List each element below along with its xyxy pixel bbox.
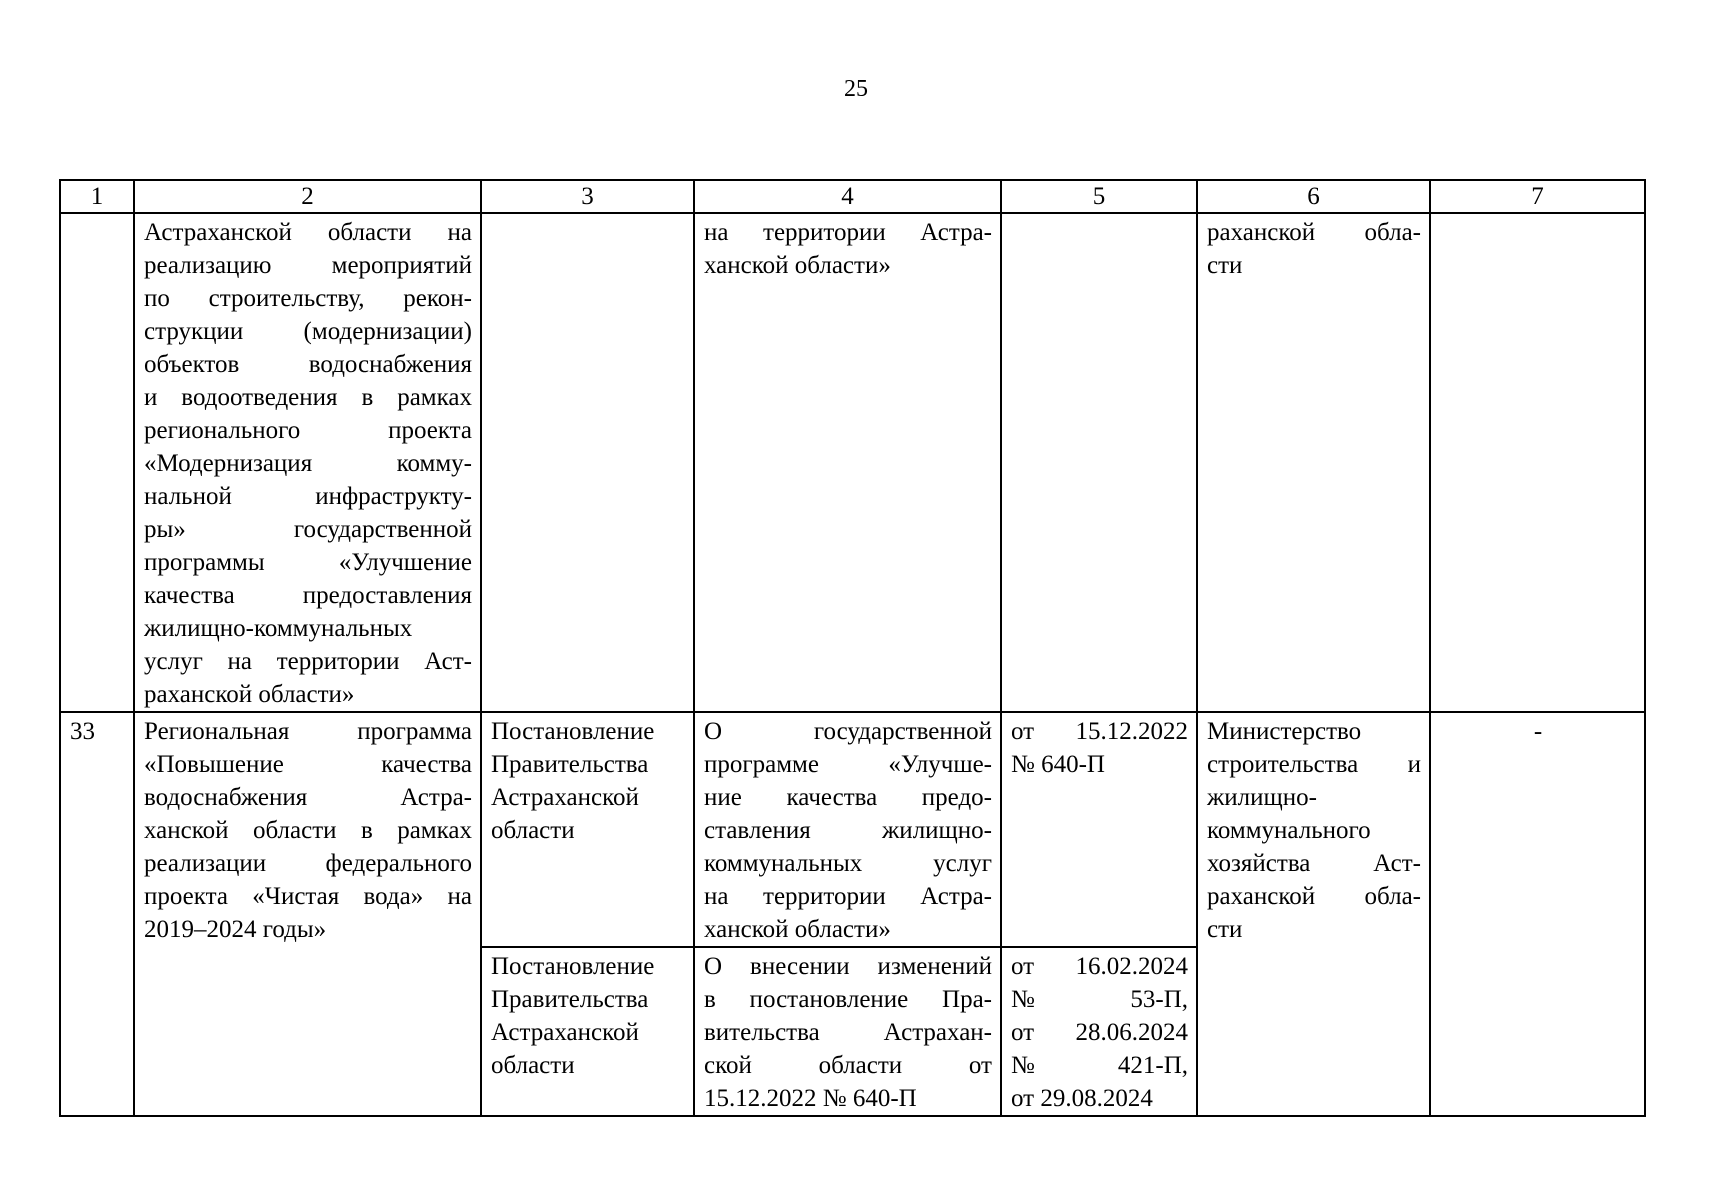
text-line: Астраханской — [491, 1019, 639, 1046]
text-line: 15.12.2022 № 640-П — [704, 1085, 917, 1112]
table-row-continued — [60, 213, 1645, 712]
text-line: жилищно-коммунальных — [144, 615, 413, 642]
text-line: Постановление — [491, 953, 655, 980]
cell-responsible — [1197, 712, 1430, 1116]
text-line: «Повышение качества — [144, 751, 472, 778]
text-line: Постановление — [491, 718, 655, 745]
text-line: О внесении изменений — [704, 953, 992, 980]
text-line: регионального проекта — [144, 417, 472, 444]
text-line: области — [491, 817, 575, 844]
cell-date — [1001, 712, 1197, 947]
text-line: услуг на территории Аст- — [144, 648, 472, 675]
text-line: качества предоставления — [144, 582, 472, 609]
text-line: ние качества предо- — [704, 784, 992, 811]
header-cell: 1 — [60, 180, 134, 213]
cell-doc-title — [694, 213, 1001, 712]
header-cell: 2 — [134, 180, 481, 213]
header-cell: 4 — [694, 180, 1001, 213]
header-cell: 5 — [1001, 180, 1197, 213]
cell-doc-type — [481, 213, 694, 712]
cell-doc-title — [694, 947, 1001, 1116]
text-line: на территории Астра- — [704, 883, 992, 910]
text-line: ставления жилищно- — [704, 817, 992, 844]
text-line: и водоотведения в рамках — [144, 384, 472, 411]
text-line: ской области от — [704, 1052, 992, 1079]
text-line: вительства Астрахан- — [704, 1019, 992, 1046]
text-line: № 640-П — [1011, 751, 1105, 778]
text-line: № 53-П, — [1011, 986, 1188, 1013]
text-line: раханской обла- — [1207, 219, 1421, 246]
header-cell: 7 — [1430, 180, 1645, 213]
cell-number — [60, 213, 134, 712]
text-line: на территории Астра- — [704, 219, 992, 246]
text-line: Правительства — [491, 986, 649, 1013]
header-row — [60, 180, 1645, 213]
text-line: Астраханской — [491, 784, 639, 811]
text-line: сти — [1207, 252, 1243, 279]
cell-responsible — [1197, 213, 1430, 712]
text-line: 2019–2024 годы» — [144, 916, 327, 943]
text-line: раханской обла- — [1207, 883, 1421, 910]
cell-note — [1430, 213, 1645, 712]
text-line: коммунального — [1207, 817, 1371, 844]
text-line: О государственной — [704, 718, 992, 745]
text-line: «Модернизация комму- — [144, 450, 472, 477]
text-line: Правительства — [491, 751, 649, 778]
text-line: ханской области» — [704, 916, 891, 943]
text-line: от 15.12.2022 — [1011, 718, 1188, 745]
text-line: ханской области» — [704, 252, 891, 279]
cell-date — [1001, 947, 1197, 1116]
cell-doc-type — [481, 947, 694, 1116]
text-line: № 421-П, — [1011, 1052, 1188, 1079]
cell-date — [1001, 213, 1197, 712]
cell-name — [134, 712, 481, 1116]
text-line: от 29.08.2024 — [1011, 1085, 1153, 1112]
text-line: Региональная программа — [144, 718, 472, 745]
text-line: Министерство — [1207, 718, 1362, 745]
text-line: области — [491, 1052, 575, 1079]
page-number: 25 — [844, 76, 868, 102]
text-line: проекта «Чистая вода» на — [144, 883, 472, 910]
document-table — [59, 179, 1646, 1117]
text-line: хозяйства Аст- — [1207, 850, 1421, 877]
text-line: строительства и — [1207, 751, 1421, 778]
cell-doc-type — [481, 712, 694, 947]
text-line: ханской области в рамках — [144, 817, 472, 844]
text-line: программы «Улучшение — [144, 549, 472, 576]
cell-number: 33 — [60, 712, 134, 1116]
text-line: раханской области» — [144, 681, 355, 708]
text-line: в постановление Пра- — [704, 986, 992, 1013]
header-cell: 3 — [481, 180, 694, 213]
text-line: Астраханской области на — [144, 219, 472, 246]
header-cell: 6 — [1197, 180, 1430, 213]
text-line: ры» государственной — [144, 516, 472, 543]
text-line: нальной инфраструкту- — [144, 483, 472, 510]
cell-note: - — [1430, 712, 1645, 1116]
text-line: реализации федерального — [144, 850, 472, 877]
cell-doc-title — [694, 712, 1001, 947]
table-row-33 — [60, 712, 1645, 947]
text-line: программе «Улучше- — [704, 751, 992, 778]
text-line: объектов водоснабжения — [144, 351, 472, 378]
text-line: сти — [1207, 916, 1243, 943]
text-line: струкции (модернизации) — [144, 318, 472, 345]
text-line: жилищно- — [1207, 784, 1317, 811]
cell-name — [134, 213, 481, 712]
text-line: от 28.06.2024 — [1011, 1019, 1188, 1046]
text-line: коммунальных услуг — [704, 850, 992, 877]
text-line: водоснабжения Астра- — [144, 784, 472, 811]
text-line: реализацию мероприятий — [144, 252, 472, 279]
text-line: по строительству, рекон- — [144, 285, 472, 312]
text-line: от 16.02.2024 — [1011, 953, 1188, 980]
